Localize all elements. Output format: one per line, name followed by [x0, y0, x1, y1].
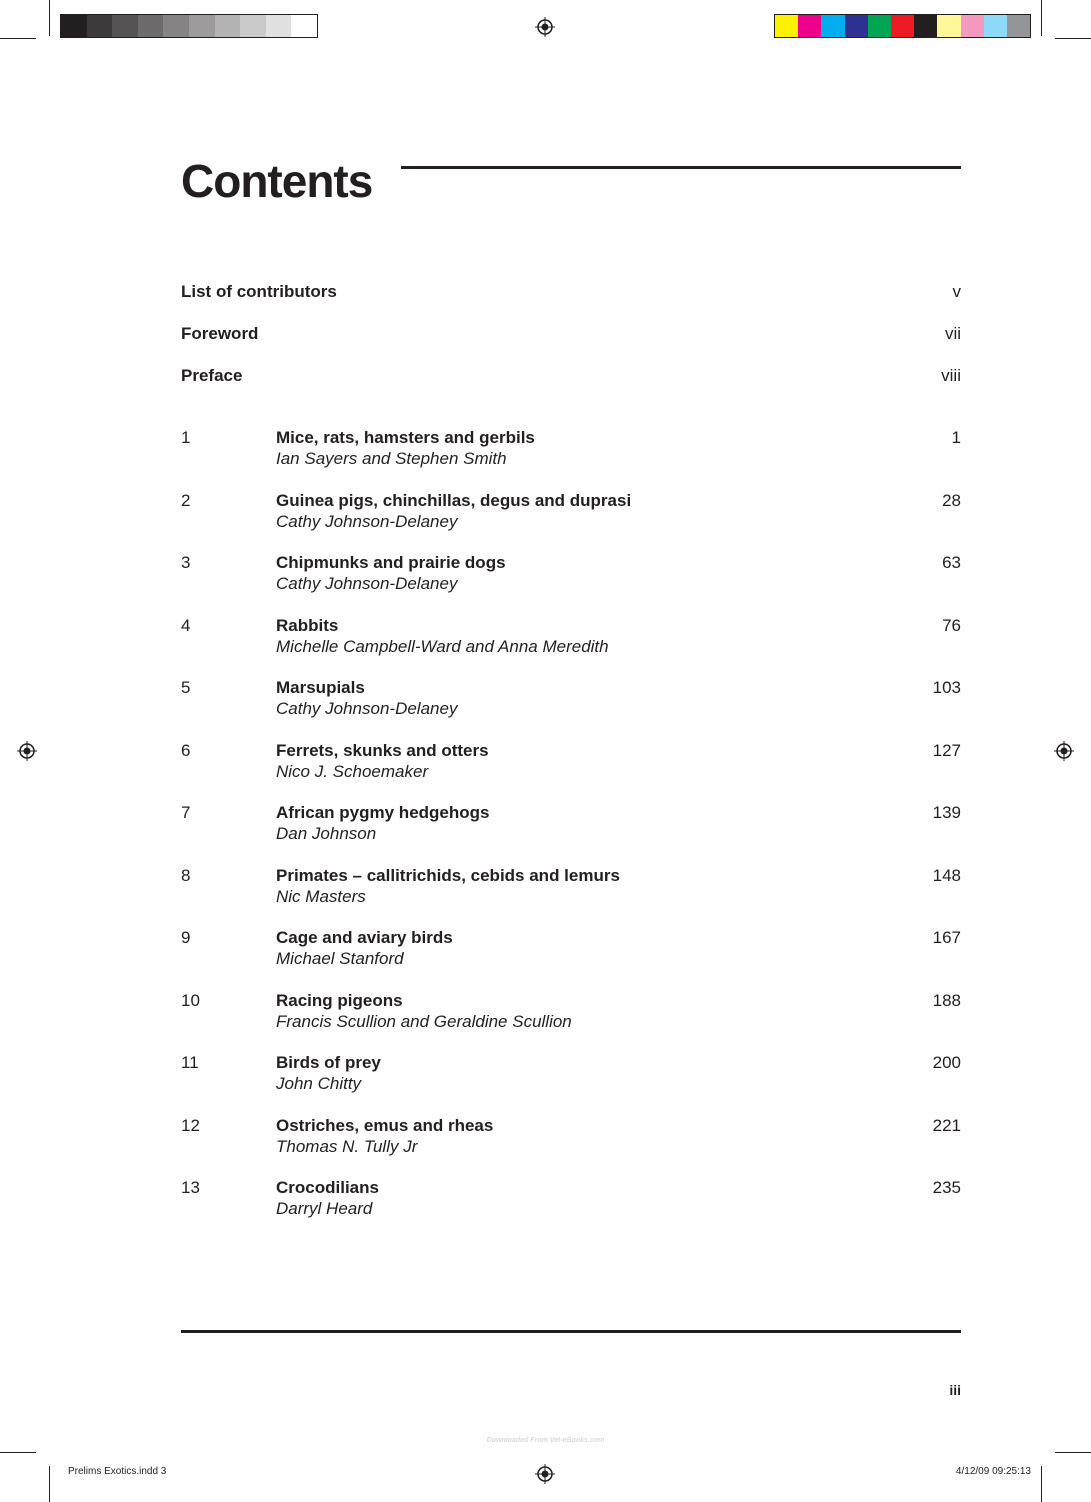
toc-chapter-entry[interactable]: [181, 491, 961, 537]
crop-mark: [49, 1466, 50, 1502]
color-swatch: [961, 15, 984, 37]
chapter-page: 235: [932, 1178, 961, 1197]
toc-chapter-entry[interactable]: [181, 928, 961, 974]
chapter-page: 188: [932, 990, 961, 1010]
chapter-title: Marsupials: [276, 678, 365, 697]
toc-chapter-entry[interactable]: [181, 803, 961, 849]
gray-swatch: [61, 15, 87, 37]
chapter-page: 221: [932, 1115, 961, 1135]
gray-swatch: [240, 15, 266, 37]
crop-mark: [1041, 1466, 1042, 1502]
chapter-number: 1: [181, 428, 191, 447]
gray-swatch: [266, 15, 292, 37]
gray-swatch: [138, 15, 164, 37]
entry-page: vii: [944, 324, 961, 343]
gray-swatch: [163, 15, 189, 37]
registration-mark-icon: [535, 17, 555, 37]
chapter-title: Ferrets, skunks and otters: [276, 740, 489, 760]
timestamp-slug: 4/12/09 09:25:13: [955, 1466, 1031, 1477]
watermark: Downloaded From Vet-eBooks.com: [486, 1437, 605, 1444]
entry-page: viii: [941, 366, 961, 385]
color-swatch: [798, 15, 821, 37]
chapter-number: 8: [181, 865, 191, 885]
chapter-number: 3: [181, 553, 191, 572]
crop-mark: [0, 38, 36, 39]
color-swatch: [821, 15, 844, 37]
toc-chapter-entry[interactable]: [181, 1178, 961, 1224]
toc-chapter-entry[interactable]: [181, 1116, 961, 1162]
chapter-author: Michael Stanford: [276, 949, 404, 968]
entry-title: List of contributors: [181, 282, 337, 301]
crop-mark: [1055, 1452, 1091, 1453]
toc-chapter-entry[interactable]: [181, 553, 961, 599]
color-swatch-bar: [774, 14, 1031, 38]
chapter-title: Cage and aviary birds: [276, 928, 453, 947]
color-swatch: [937, 15, 960, 37]
chapter-page: 200: [932, 1053, 961, 1072]
chapter-title: Crocodilians: [276, 1178, 379, 1197]
color-swatch: [845, 15, 868, 37]
grayscale-swatch-bar: [60, 14, 318, 38]
bottom-rule: [181, 1330, 961, 1333]
chapter-number: 12: [181, 1115, 200, 1135]
entry-title: Preface: [181, 366, 243, 385]
chapter-page: 127: [932, 740, 961, 760]
toc-front-entry[interactable]: [181, 324, 961, 346]
toc-chapter-entry[interactable]: [181, 428, 961, 474]
file-slug: Prelims Exotics.indd 3: [68, 1466, 167, 1477]
gray-swatch: [189, 15, 215, 37]
chapter-page: 167: [932, 928, 961, 947]
chapter-title: Ostriches, emus and rheas: [276, 1115, 494, 1135]
toc-chapter-entry[interactable]: [181, 1053, 961, 1099]
page-title: Contents: [181, 155, 373, 207]
chapter-author: Dan Johnson: [276, 824, 377, 843]
chapter-author: Thomas N. Tully Jr: [276, 1136, 418, 1156]
crop-mark: [1041, 0, 1042, 36]
crop-mark: [49, 0, 50, 36]
chapter-author: Francis Scullion and Geraldine Scullion: [276, 1011, 572, 1031]
chapter-number: 7: [181, 803, 191, 822]
chapter-page: 1: [951, 428, 961, 447]
gray-swatch: [291, 15, 317, 37]
chapter-title: Rabbits: [276, 615, 339, 635]
title-rule: [401, 166, 961, 169]
chapter-number: 11: [181, 1053, 199, 1072]
gray-swatch: [87, 15, 113, 37]
registration-mark-icon: [535, 1464, 555, 1484]
chapter-author: Nic Masters: [276, 886, 366, 906]
chapter-author: Cathy Johnson-Delaney: [276, 699, 458, 718]
chapter-author: Michelle Campbell-Ward and Anna Meredith: [276, 636, 609, 656]
chapter-page: 148: [932, 865, 961, 885]
chapter-page: 139: [932, 803, 961, 822]
chapter-title: Birds of prey: [276, 1053, 381, 1072]
chapter-title: Racing pigeons: [276, 990, 403, 1010]
chapter-number: 9: [181, 928, 191, 947]
chapter-title: Mice, rats, hamsters and gerbils: [276, 428, 535, 447]
chapter-title: African pygmy hedgehogs: [276, 803, 490, 822]
gray-swatch: [112, 15, 138, 37]
chapter-author: Darryl Heard: [276, 1199, 373, 1218]
color-swatch: [891, 15, 914, 37]
chapter-author: Ian Sayers and Stephen Smith: [276, 449, 507, 468]
chapter-author: Cathy Johnson-Delaney: [276, 511, 458, 531]
chapter-number: 13: [181, 1178, 200, 1197]
toc-chapter-entry[interactable]: [181, 991, 961, 1037]
color-swatch: [1007, 15, 1030, 37]
gray-swatch: [215, 15, 241, 37]
chapter-number: 5: [181, 678, 191, 697]
chapter-page: 63: [942, 553, 961, 572]
toc-front-entry[interactable]: [181, 366, 961, 388]
color-swatch: [868, 15, 891, 37]
chapter-page: 76: [942, 615, 961, 635]
entry-page: v: [952, 282, 961, 301]
entry-title: Foreword: [181, 324, 259, 343]
crop-mark: [1055, 38, 1091, 39]
registration-mark-icon: [1054, 741, 1074, 761]
chapter-title: Primates – callitrichids, cebids and lemurs: [276, 865, 620, 885]
toc-chapter-entry[interactable]: [181, 616, 961, 662]
toc-chapter-entry[interactable]: [181, 866, 961, 912]
color-swatch: [984, 15, 1007, 37]
chapter-page: 103: [932, 678, 961, 697]
registration-mark-icon: [17, 741, 37, 761]
chapter-author: Cathy Johnson-Delaney: [276, 574, 458, 593]
chapter-number: 2: [181, 490, 191, 510]
chapter-title: Guinea pigs, chinchillas, degus and duprasi: [276, 490, 632, 510]
toc-chapter-entry[interactable]: [181, 678, 961, 724]
toc-chapter-entry[interactable]: [181, 741, 961, 787]
page-number: iii: [949, 1382, 961, 1398]
chapter-number: 10: [181, 990, 200, 1010]
color-swatch: [914, 15, 937, 37]
chapter-number: 4: [181, 615, 191, 635]
toc-front-entry[interactable]: [181, 282, 961, 304]
chapter-number: 6: [181, 740, 191, 760]
chapter-author: John Chitty: [276, 1074, 362, 1093]
chapter-page: 28: [942, 490, 961, 510]
color-swatch: [775, 15, 798, 37]
crop-mark: [0, 1452, 36, 1453]
chapter-title: Chipmunks and prairie dogs: [276, 553, 506, 572]
chapter-author: Nico J. Schoemaker: [276, 761, 429, 781]
